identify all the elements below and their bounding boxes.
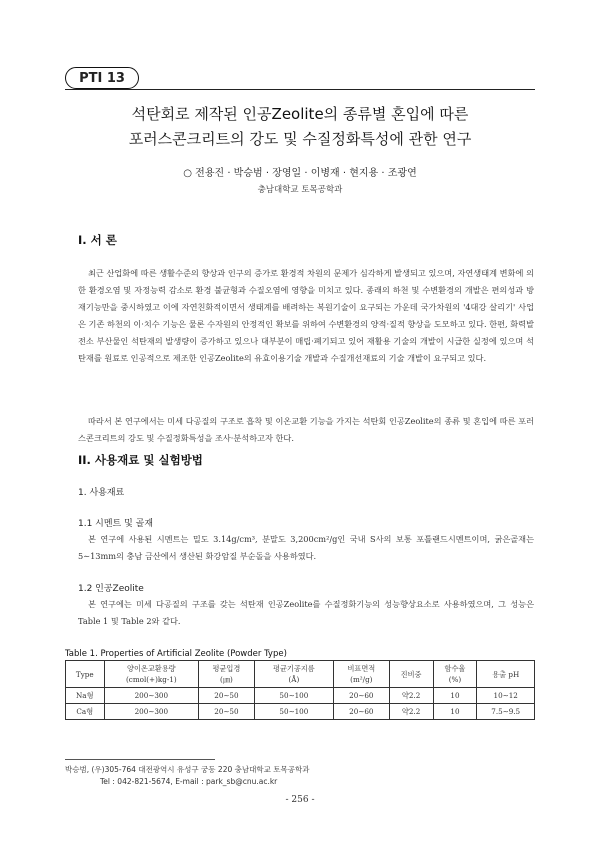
paper-id-badge: PTI 13 [65, 67, 139, 89]
header-cell: 평균기공지름 (Å) [254, 661, 333, 688]
table-cell: 10 [433, 704, 477, 720]
intro-paragraph-2: 따라서 본 연구에서는 미세 다공질의 구조로 흡착 및 이온교환 기능을 가지는 석탄회 인공Zeolite의 종류 및 혼입에 따른 포러스콘크리트의 강도 및 수질정화특성을 조사·분석하고자 한다. [78, 416, 534, 443]
table-cell: 20∼60 [334, 704, 390, 720]
cement-paragraph: 본 연구에 사용된 시멘트는 밀도 3.14g/cm³, 분말도 3,200cm²/g인 국내 S사의 보통 포틀랜드시멘트이며, 굵은골재는 5∼13mm의 충남 금산에서 생산된 화강암질 부순돌을 사용하였다. [78, 534, 534, 561]
author-list: ○ 전용진 · 박승범 · 장영일 · 이병재 · 현지용 · 조광연 [183, 168, 417, 179]
table-row [66, 704, 535, 720]
title-line-2: 포러스콘크리트의 강도 및 수질정화특성에 관한 연구 [128, 130, 472, 148]
table-cell: 50∼100 [254, 688, 333, 704]
header-divider [65, 89, 535, 90]
header-cell: 진비중 [389, 661, 433, 688]
page-number: - 256 - [285, 795, 315, 805]
subsection-materials: 1. 사용재료 [78, 488, 125, 498]
table-cell: 7.5∼9.5 [477, 704, 535, 720]
table-header-row [66, 661, 535, 688]
table-cell: Na형 [66, 688, 105, 704]
table-cell: 20∼50 [199, 704, 255, 720]
table-cell: 10 [433, 688, 477, 704]
table-cell: Ca형 [66, 704, 105, 720]
table-cell: 20∼60 [334, 688, 390, 704]
table-row [66, 688, 535, 704]
header-cell: 함수율 (%) [433, 661, 477, 688]
table-cell: 200∼300 [104, 704, 199, 720]
intro-paragraph-1: 최근 산업화에 따른 생활수준의 향상과 인구의 증가로 환경적 차원의 문제가 심각하게 발생되고 있으며, 자연생태계 변화에 의한 환경오염 및 자정능력 감소로 환경 불균형과 수질오염에 영향을 미치고 있다. 종래의 하천 및 수변환경의 개발은 편의성과 방재기능만을 중시하였고 이에 자연친화적이면서 생태계를 배려하는 복원기술이 요구되는 가운데 국가차원의 '4대강 살리기' 사업은 기존 하천의 이·치수 기능은 물론 수자원의 안정적인 확보를 위하여 수변환경의 양적·질적 향상을 도모하고 있다. 한편, 화력발전소 부산물인 석탄재의 발생량이 증가하고 있으나 대부분이 매립·폐기되고 있어 재활용 기술의 개발이 시급한 실정에 있으며 석탄재를 원료로 인공적으로 제조한 인공Zeolite의 유효이용기술 개발과 수질개선재료의 기술 개발이 요구되고 있다. [78, 268, 534, 363]
header-cell: 평균입경 (㎛) [199, 661, 255, 688]
affiliation: 충남대학교 토목공학과 [257, 185, 343, 195]
zeolite-paragraph: 본 연구에는 미세 다공질의 구조를 갖는 석탄재 인공Zeolite를 수질정화기능의 성능향상요소로 사용하였으며, 그 성능은 Table 1 및 Table 2와 같다. [78, 599, 534, 626]
footnote-contact: Tel : 042-821-5674, E-mail : park_sb@cnu.ac.kr [100, 777, 278, 786]
table-cell: 200∼300 [104, 688, 199, 704]
zeolite-properties-table [65, 660, 535, 720]
subsection-cement-aggregate: 1.1 시멘트 및 골재 [78, 519, 154, 529]
table-1-caption: Table 1. Properties of Artificial Zeolite (Powder Type) [65, 649, 287, 659]
header-cell: Type [66, 661, 105, 688]
footnote-address: 박승범, (우)305-764 대전광역시 유성구 궁동 220 충남대학교 토목공학과 [65, 765, 310, 774]
footnote-divider [65, 759, 215, 760]
section-2-heading: II. 사용재료 및 실험방법 [78, 453, 203, 467]
table-cell: 약2.2 [389, 688, 433, 704]
subsection-zeolite: 1.2 인공Zeolite [78, 584, 144, 594]
header-cell: 양이온교환용량 (cmol(+)kg-1) [104, 661, 199, 688]
header-cell: 용출 pH [477, 661, 535, 688]
header-cell: 비표면적 (m²/g) [334, 661, 390, 688]
title-line-1: 석탄회로 제작된 인공Zeolite의 종류별 혼입에 따른 [131, 105, 469, 123]
section-1-heading: I. 서 론 [78, 233, 117, 247]
table-cell: 약2.2 [389, 704, 433, 720]
table-cell: 10∼12 [477, 688, 535, 704]
table-cell: 20∼50 [199, 688, 255, 704]
table-cell: 50∼100 [254, 704, 333, 720]
